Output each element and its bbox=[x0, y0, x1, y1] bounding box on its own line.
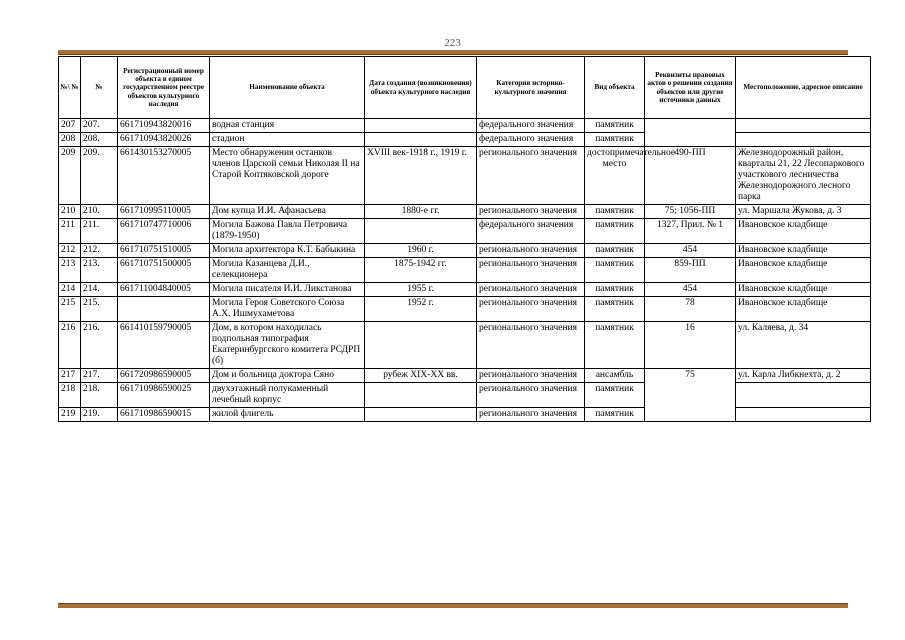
row-registration-number: 661710751500005 bbox=[118, 258, 210, 283]
row-object-kind: памятник bbox=[585, 283, 645, 297]
header-object-kind: Вид объекта bbox=[585, 57, 645, 119]
row-object-name: Дом и больница доктора Сяно bbox=[210, 369, 365, 383]
row-location bbox=[736, 133, 871, 147]
header-creation-date: Дата создания (возникновения) объекта культурного наследия bbox=[365, 57, 477, 119]
row-location: Железнодорожный район, кварталы 21, 22 Лесопаркового участкового лесничества Железнодорожного лесного парка bbox=[736, 147, 871, 205]
row-index: 209 bbox=[59, 147, 81, 205]
row-object-kind: памятник bbox=[585, 408, 645, 422]
row-category: регионального значения bbox=[477, 297, 585, 322]
row-index: 212 bbox=[59, 244, 81, 258]
row-object-name: Могила Казанцева Д.И., селекционера bbox=[210, 258, 365, 283]
row-number: 209. bbox=[81, 147, 118, 205]
header-registration-number: Регистрационный номер объекта в едином государственном реестре объектов культурного наследия bbox=[118, 57, 210, 119]
row-number: 215. bbox=[81, 297, 118, 322]
row-location bbox=[736, 119, 871, 133]
row-category: регионального значения bbox=[477, 322, 585, 369]
table-row bbox=[59, 219, 871, 244]
row-registration-number: 661710747710006 bbox=[118, 219, 210, 244]
table-row bbox=[59, 408, 871, 422]
row-number: 218. bbox=[81, 383, 118, 408]
row-location: Ивановское кладбище bbox=[736, 258, 871, 283]
row-registration-number: 661710986590015 bbox=[118, 408, 210, 422]
row-creation-date bbox=[365, 322, 477, 369]
row-location: Ивановское кладбище bbox=[736, 244, 871, 258]
row-registration-number: 661710943820016 bbox=[118, 119, 210, 133]
top-decorative-rule bbox=[58, 50, 848, 55]
row-creation-date: рубеж XIX-XX вв. bbox=[365, 369, 477, 383]
row-location: ул. Каляева, д. 34 bbox=[736, 322, 871, 369]
row-object-kind: памятник bbox=[585, 258, 645, 283]
table-row bbox=[59, 297, 871, 322]
row-creation-date bbox=[365, 383, 477, 408]
row-object-name: Дом, в котором находилась подпольная типография Екатеринбургского комитета РСДРП (б) bbox=[210, 322, 365, 369]
row-legal-acts bbox=[645, 119, 736, 147]
row-registration-number: 661430153270005 bbox=[118, 147, 210, 205]
row-object-kind: памятник bbox=[585, 119, 645, 133]
row-creation-date: 1880-е гг. bbox=[365, 205, 477, 219]
row-creation-date: 1955 г. bbox=[365, 283, 477, 297]
row-number: 219. bbox=[81, 408, 118, 422]
row-legal-acts: 75; 1056-ПП bbox=[645, 205, 736, 219]
table-row bbox=[59, 119, 871, 133]
row-creation-date bbox=[365, 133, 477, 147]
row-location: ул. Карла Либкнехта, д. 2 bbox=[736, 369, 871, 383]
row-index: 214 bbox=[59, 283, 81, 297]
row-category: регионального значения bbox=[477, 244, 585, 258]
row-index: 207 bbox=[59, 119, 81, 133]
row-object-kind: памятник bbox=[585, 219, 645, 244]
row-object-name: Могила Бажова Павла Петровича (1879-1950) bbox=[210, 219, 365, 244]
row-legal-acts: 859-ПП bbox=[645, 258, 736, 283]
row-category: федерального значения bbox=[477, 119, 585, 133]
row-number: 211. bbox=[81, 219, 118, 244]
row-index: 216 bbox=[59, 322, 81, 369]
bottom-decorative-rule bbox=[58, 603, 848, 608]
header-legal-acts: Реквизиты правовых актов о решении создания объектов или другие источники данных bbox=[645, 57, 736, 119]
row-category: федерального значения bbox=[477, 219, 585, 244]
row-category: регионального значения bbox=[477, 383, 585, 408]
row-object-name: Место обнаружения останков членов Царской семьи Николая II на Старой Коптяковской дороге bbox=[210, 147, 365, 205]
row-number: 214. bbox=[81, 283, 118, 297]
row-category: регионального значения bbox=[477, 408, 585, 422]
row-object-name: двухэтажный полукаменный лечебный корпус bbox=[210, 383, 365, 408]
row-category: регионального значения bbox=[477, 205, 585, 219]
row-index: 210 bbox=[59, 205, 81, 219]
row-location: ул. Маршала Жукова, д. 3 bbox=[736, 205, 871, 219]
row-legal-acts: 16 bbox=[645, 322, 736, 369]
row-legal-acts: 454 bbox=[645, 283, 736, 297]
header-category: Категория историко-культурного значения bbox=[477, 57, 585, 119]
row-creation-date: 1960 г. bbox=[365, 244, 477, 258]
row-creation-date bbox=[365, 119, 477, 133]
row-number: 212. bbox=[81, 244, 118, 258]
row-object-name: Могила Героя Советского Союза А.Х. Ишмухаметова bbox=[210, 297, 365, 322]
row-category: регионального значения bbox=[477, 147, 585, 205]
row-registration-number: 661410159790005 bbox=[118, 322, 210, 369]
table-row bbox=[59, 244, 871, 258]
row-index: 218 bbox=[59, 383, 81, 408]
table-row bbox=[59, 147, 871, 205]
table-row bbox=[59, 133, 871, 147]
row-creation-date: 1875-1942 гг. bbox=[365, 258, 477, 283]
row-location: Ивановское кладбище bbox=[736, 283, 871, 297]
table-row bbox=[59, 205, 871, 219]
header-number: № bbox=[81, 57, 118, 119]
table-row bbox=[59, 369, 871, 383]
row-registration-number bbox=[118, 297, 210, 322]
row-index: 219 bbox=[59, 408, 81, 422]
row-object-kind: достопримечательное место bbox=[585, 147, 645, 205]
heritage-registry-table bbox=[58, 56, 871, 422]
row-index: 217 bbox=[59, 369, 81, 383]
row-number: 217. bbox=[81, 369, 118, 383]
row-object-kind: ансамбль bbox=[585, 369, 645, 383]
table-header-row bbox=[59, 57, 871, 119]
row-registration-number: 661710995110005 bbox=[118, 205, 210, 219]
table-row bbox=[59, 283, 871, 297]
row-registration-number: 661720986590005 bbox=[118, 369, 210, 383]
table-row bbox=[59, 322, 871, 369]
row-legal-acts: 1327, Прил. № 1 bbox=[645, 219, 736, 244]
row-object-kind: памятник bbox=[585, 205, 645, 219]
row-object-kind: памятник bbox=[585, 322, 645, 369]
row-registration-number: 661710986590025 bbox=[118, 383, 210, 408]
row-number: 207. bbox=[81, 119, 118, 133]
row-object-name: Могила архитектора К.Т. Бабыкина bbox=[210, 244, 365, 258]
header-index: №\ № bbox=[59, 57, 81, 119]
row-object-kind: памятник bbox=[585, 244, 645, 258]
row-object-name: Могила писателя И.И. Ликстанова bbox=[210, 283, 365, 297]
row-creation-date bbox=[365, 408, 477, 422]
row-registration-number: 661711004840005 bbox=[118, 283, 210, 297]
row-object-name: жилой флигель bbox=[210, 408, 365, 422]
row-index: 213 bbox=[59, 258, 81, 283]
row-object-kind: памятник bbox=[585, 383, 645, 408]
row-creation-date: 1952 г. bbox=[365, 297, 477, 322]
row-legal-acts: 490-ПП bbox=[645, 147, 736, 205]
row-registration-number: 661710751510005 bbox=[118, 244, 210, 258]
row-location bbox=[736, 383, 871, 408]
row-number: 210. bbox=[81, 205, 118, 219]
row-object-name: стадион bbox=[210, 133, 365, 147]
row-category: федерального значения bbox=[477, 133, 585, 147]
table-row bbox=[59, 258, 871, 283]
row-number: 213. bbox=[81, 258, 118, 283]
header-object-name: Наименование объекта bbox=[210, 57, 365, 119]
row-location bbox=[736, 408, 871, 422]
row-legal-acts: 454 bbox=[645, 244, 736, 258]
row-legal-acts: 75 bbox=[645, 369, 736, 422]
row-location: Ивановское кладбище bbox=[736, 297, 871, 322]
row-index: 215 bbox=[59, 297, 81, 322]
row-object-name: водная станция bbox=[210, 119, 365, 133]
row-index: 208 bbox=[59, 133, 81, 147]
row-category: регионального значения bbox=[477, 283, 585, 297]
row-category: регионального значения bbox=[477, 258, 585, 283]
row-object-kind: памятник bbox=[585, 297, 645, 322]
row-creation-date: XVIII век-1918 г., 1919 г. bbox=[365, 147, 477, 205]
table-row bbox=[59, 383, 871, 408]
row-object-kind: памятник bbox=[585, 133, 645, 147]
row-registration-number: 661710943820026 bbox=[118, 133, 210, 147]
row-number: 208. bbox=[81, 133, 118, 147]
row-object-name: Дом купца И.И. Афанасьева bbox=[210, 205, 365, 219]
page-number: 223 bbox=[444, 37, 461, 49]
row-location: Ивановское кладбище bbox=[736, 219, 871, 244]
row-creation-date bbox=[365, 219, 477, 244]
row-number: 216. bbox=[81, 322, 118, 369]
row-index: 211 bbox=[59, 219, 81, 244]
row-legal-acts: 78 bbox=[645, 297, 736, 322]
row-category: регионального значения bbox=[477, 369, 585, 383]
header-location: Местоположение, адресное описание bbox=[736, 57, 871, 119]
